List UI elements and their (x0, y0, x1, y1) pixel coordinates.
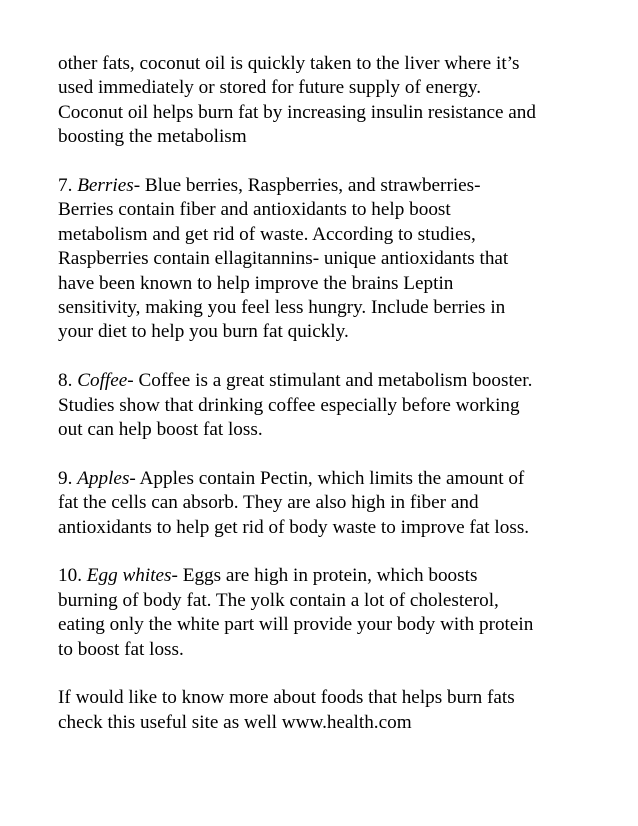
text-line: metabolism and get rid of waste. According to studies, (58, 223, 476, 245)
text-line: Studies show that drinking coffee especially before working (58, 394, 520, 416)
item-first-line-rest: - Eggs are high in protein, which boosts (171, 565, 478, 587)
item-heading-line (58, 174, 598, 198)
item-term: Coffee (77, 370, 128, 392)
item-number: 10. (58, 565, 82, 587)
item-number: 8. (58, 370, 73, 392)
text-line: boosting the metabolism (58, 126, 247, 148)
intro-paragraph (58, 52, 598, 150)
item-berries (58, 174, 598, 345)
text-line: antioxidants to help get rid of body waste to improve fat loss. (58, 516, 530, 538)
text-line: eating only the white part will provide your body with protein (58, 614, 534, 636)
text-line: your diet to help you burn fat quickly. (58, 321, 349, 343)
text-line: burning of body fat. The yolk contain a lot of cholesterol, (58, 589, 499, 611)
item-term: Apples (77, 467, 130, 489)
text-line: check this useful site as well www.health.com (58, 711, 412, 733)
text-line: other fats, coconut oil is quickly taken to the liver where it’s (58, 53, 520, 74)
text-line: used immediately or stored for future supply of energy. (58, 77, 482, 99)
text-line: to boost fat loss. (58, 638, 184, 660)
text-line: sensitivity, making you feel less hungry. Include berries in (58, 297, 506, 319)
item-number: 7. (58, 175, 73, 197)
text-line: Berries contain fiber and antioxidants to help boost (58, 199, 451, 221)
item-term: Egg whites (86, 565, 172, 587)
item-heading-line (58, 467, 598, 491)
text-line: Coconut oil helps burn fat by increasing insulin resistance and (58, 101, 536, 123)
item-heading-line (58, 564, 598, 588)
document-page (58, 52, 598, 760)
item-heading-line (58, 369, 598, 393)
item-first-line-rest: - Apples contain Pectin, which limits the amount of (129, 467, 525, 489)
item-first-line-rest: - Blue berries, Raspberries, and strawberries- (133, 175, 481, 197)
item-egg-whites (58, 564, 598, 662)
text-line: out can help boost fat loss. (58, 419, 263, 441)
outro-paragraph (58, 686, 598, 735)
item-number: 9. (58, 467, 73, 489)
text-line: Raspberries contain ellagitannins- unique antioxidants that (58, 248, 509, 270)
item-apples (58, 467, 598, 540)
text-line: have been known to help improve the brains Leptin (58, 272, 454, 294)
item-coffee (58, 369, 598, 442)
text-line: If would like to know more about foods that helps burn fats (58, 687, 515, 709)
item-first-line-rest: - Coffee is a great stimulant and metabolism booster. (127, 370, 533, 392)
text-line: fat the cells can absorb. They are also high in fiber and (58, 492, 479, 514)
item-term: Berries (77, 175, 134, 197)
